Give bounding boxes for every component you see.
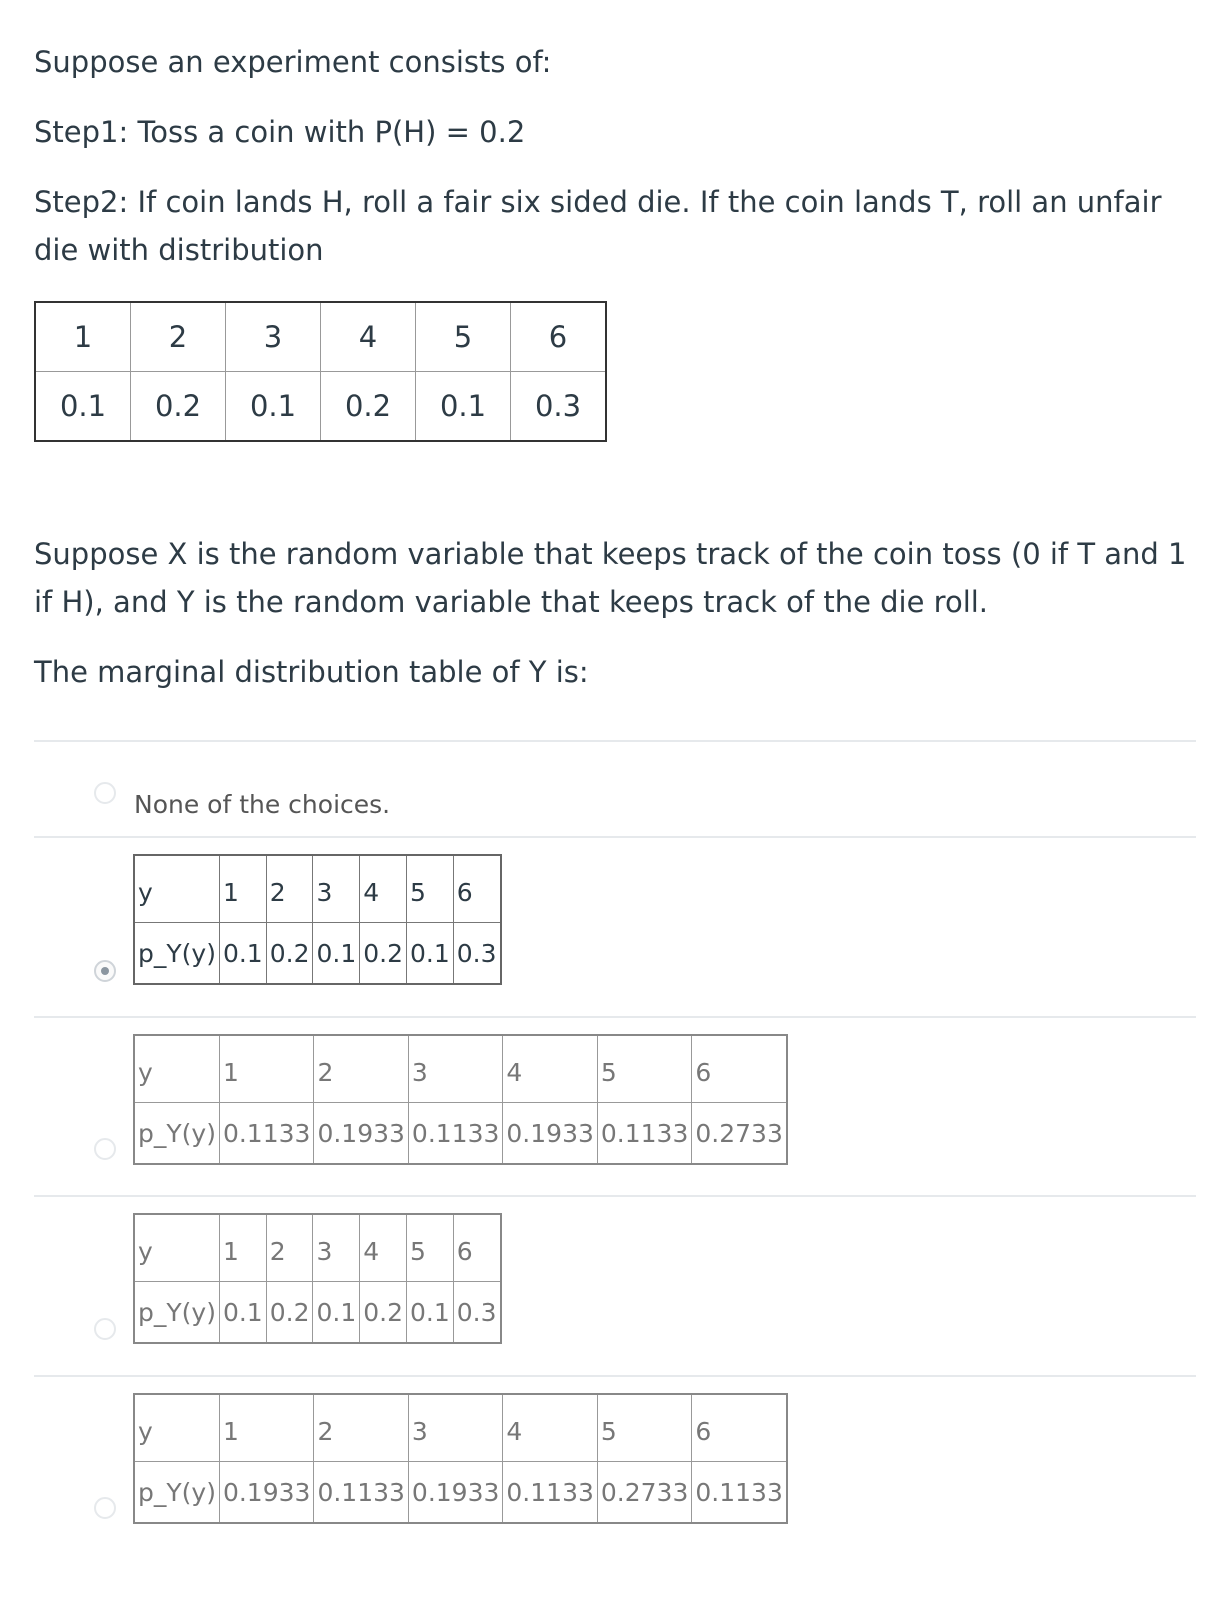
value-cell: 4 [360,855,407,923]
prob-cell: 0.1133 [597,1103,691,1165]
prob-cell: 0.1933 [219,1462,313,1524]
row-label-cell: y [134,855,219,923]
choice-radio-none[interactable] [94,782,116,804]
value-cell: 2 [266,855,313,923]
die-prob-cell: 0.2 [131,372,226,442]
table-row [134,1462,787,1524]
choice-radio-3[interactable] [94,1318,116,1340]
prob-cell: 0.1933 [314,1103,408,1165]
table-row [134,1214,501,1282]
die-face-cell: 3 [226,302,321,372]
prob-cell: 0.1133 [503,1462,597,1524]
prob-cell: 0.1 [407,1282,454,1344]
prob-cell: 0.1933 [408,1462,502,1524]
choice-label-none[interactable]: None of the choices. [134,790,391,819]
value-cell: 6 [692,1394,787,1462]
choice-radio-2[interactable] [94,1138,116,1160]
table-row [134,1035,787,1103]
question-step1: Step1: Toss a coin with P(H) = 0.2 [34,115,526,149]
prob-cell: 0.2 [360,923,407,985]
value-cell: 2 [266,1214,313,1282]
question-step2: Step2: If coin lands H, roll a fair six sided die. If the coin lands T, roll an unfair die with distribution [34,185,1162,267]
prob-cell: 0.3 [453,1282,500,1344]
value-cell: 4 [360,1214,407,1282]
row-label-cell: y [134,1035,219,1103]
prob-cell: 0.1 [313,923,360,985]
table-row [134,855,501,923]
die-face-cell: 6 [511,302,607,372]
table-row [134,1282,501,1344]
question-intro: Suppose an experiment consists of: [34,45,552,79]
prob-cell: 0.1133 [314,1462,408,1524]
value-cell: 1 [219,1394,313,1462]
value-cell: 6 [692,1035,787,1103]
prob-cell: 0.2 [266,1282,313,1344]
choice-separator [34,1195,1196,1197]
prob-cell: 0.1933 [503,1103,597,1165]
row-label-cell: y [134,1214,219,1282]
die-distribution-table [34,301,607,442]
value-cell: 6 [453,855,500,923]
choice-radio-4[interactable] [94,1497,116,1519]
value-cell: 3 [408,1035,502,1103]
choice-table-1[interactable] [133,854,502,985]
prob-cell: 0.1133 [408,1103,502,1165]
choice-separator [34,836,1196,838]
question-variables: Suppose X is the random variable that keeps track of the coin toss (0 if T and 1 if H), and Y is the random variable that keeps track of the die roll. [34,537,1187,619]
value-cell: 6 [453,1214,500,1282]
value-cell: 5 [407,855,454,923]
table-row [134,1103,787,1165]
die-prob-cell: 0.3 [511,372,607,442]
value-cell: 4 [503,1035,597,1103]
value-cell: 3 [313,1214,360,1282]
value-cell: 1 [219,1035,313,1103]
choice-radio-1[interactable] [94,960,116,982]
die-prob-cell: 0.1 [226,372,321,442]
die-prob-cell: 0.2 [321,372,416,442]
die-face-cell: 2 [131,302,226,372]
row-label-cell: p_Y(y) [134,1103,219,1165]
value-cell: 2 [314,1035,408,1103]
die-prob-cell: 0.1 [416,372,511,442]
prob-cell: 0.2 [266,923,313,985]
value-cell: 1 [219,855,266,923]
choice-separator [34,1016,1196,1018]
value-cell: 5 [597,1394,691,1462]
choice-table-2[interactable] [133,1034,788,1165]
prob-cell: 0.1 [313,1282,360,1344]
die-face-cell: 1 [35,302,131,372]
prob-cell: 0.1133 [219,1103,313,1165]
prob-cell: 0.3 [453,923,500,985]
choice-table-4[interactable] [133,1393,788,1524]
choice-separator [34,740,1196,742]
die-prob-cell: 0.1 [35,372,131,442]
row-label-cell: p_Y(y) [134,923,219,985]
prob-cell: 0.2733 [597,1462,691,1524]
die-face-cell: 5 [416,302,511,372]
table-row [134,1394,787,1462]
choice-separator [34,1375,1196,1377]
value-cell: 3 [313,855,360,923]
die-faces-row [35,302,606,372]
row-label-cell: y [134,1394,219,1462]
prob-cell: 0.1133 [692,1462,787,1524]
prob-cell: 0.1 [219,923,266,985]
row-label-cell: p_Y(y) [134,1462,219,1524]
die-face-cell: 4 [321,302,416,372]
choice-table-3[interactable] [133,1213,502,1344]
question-prompt: The marginal distribution table of Y is: [34,655,589,689]
prob-cell: 0.2733 [692,1103,787,1165]
value-cell: 4 [503,1394,597,1462]
die-probs-row [35,372,606,442]
prob-cell: 0.1 [219,1282,266,1344]
prob-cell: 0.1 [407,923,454,985]
value-cell: 3 [408,1394,502,1462]
table-row [134,923,501,985]
row-label-cell: p_Y(y) [134,1282,219,1344]
value-cell: 5 [597,1035,691,1103]
value-cell: 2 [314,1394,408,1462]
value-cell: 1 [219,1214,266,1282]
prob-cell: 0.2 [360,1282,407,1344]
value-cell: 5 [407,1214,454,1282]
